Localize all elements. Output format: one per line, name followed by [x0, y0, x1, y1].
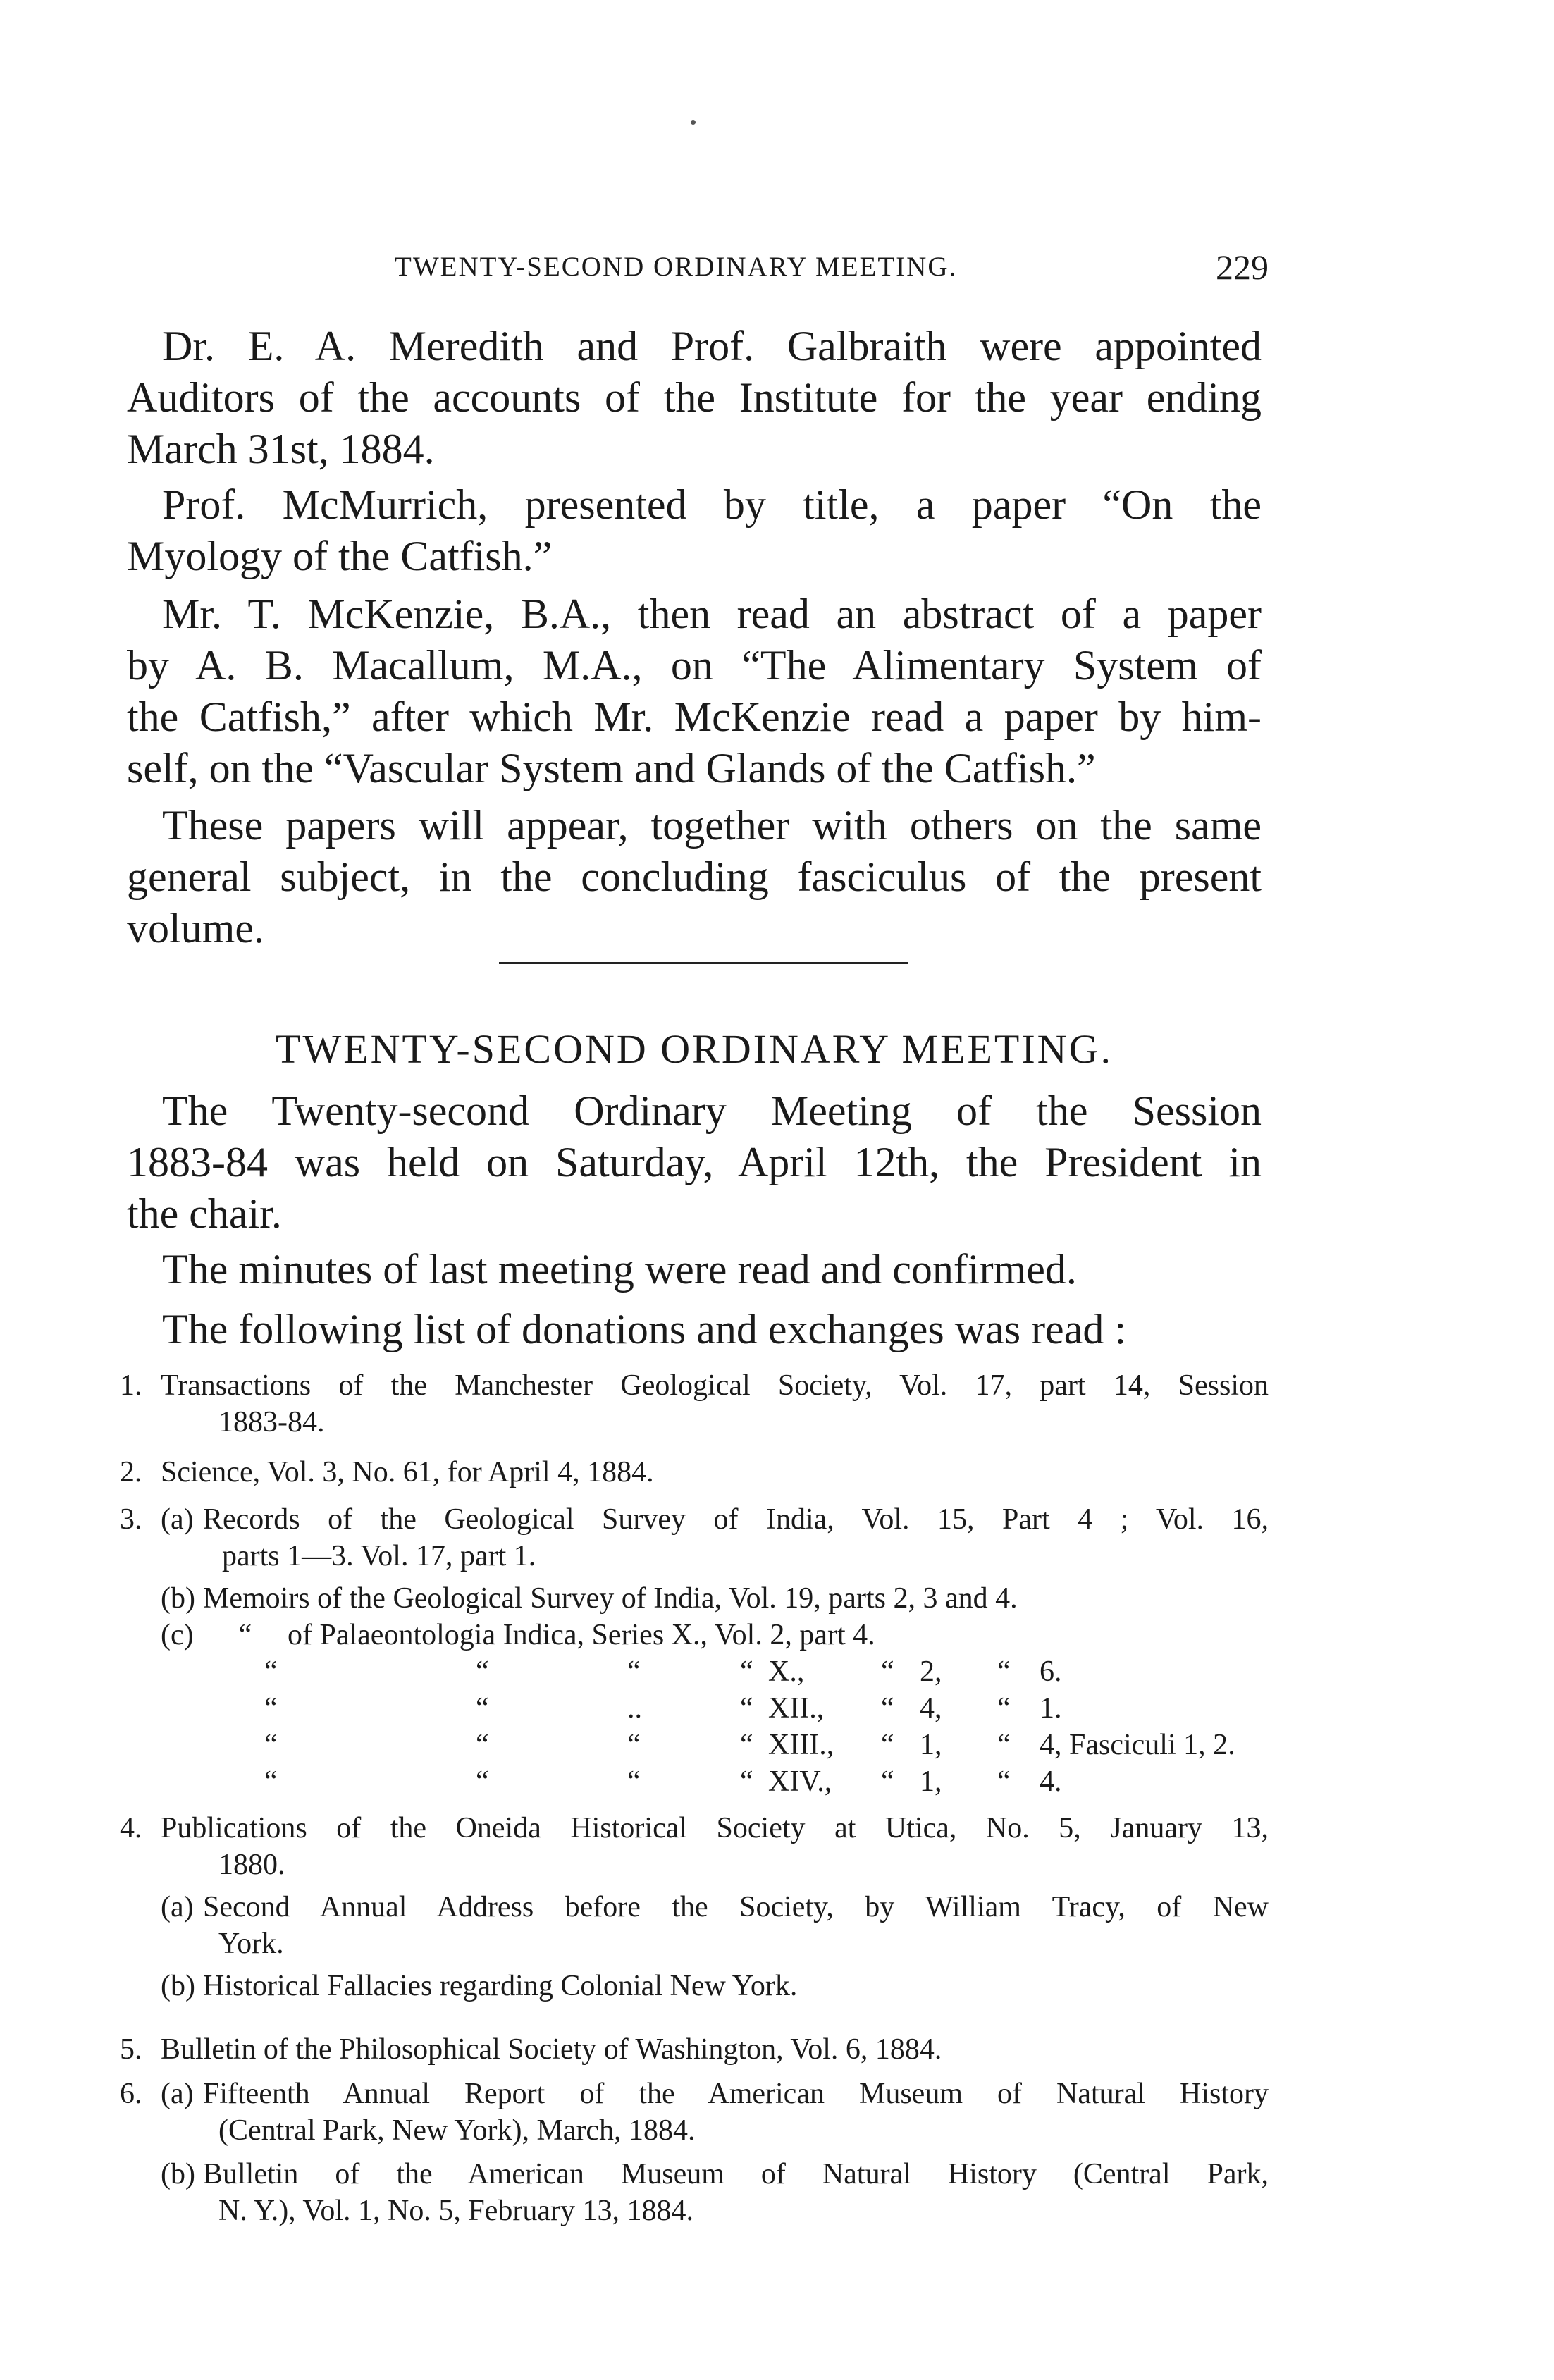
- ditto-row: [120, 1653, 1269, 1690]
- item-text: Second Annual Address before the Society, by William Tracy, of New: [203, 1891, 1269, 1923]
- item-number: 3.: [120, 1503, 142, 1536]
- text-line: by A. B. Macallum, M.A., on “The Alimentary System of: [127, 642, 1262, 689]
- text-line: the chair.: [127, 1190, 282, 1237]
- series-value: XIII.,: [768, 1729, 834, 1761]
- ditto-mark: “: [627, 1765, 641, 1798]
- ditto-mark: “: [740, 1765, 753, 1798]
- item-text: (Central Park, New York), March, 1884.: [218, 2114, 696, 2147]
- ditto-mark: “: [476, 1692, 489, 1725]
- ditto-mark: “: [740, 1655, 753, 1688]
- ditto-mark: “: [264, 1729, 278, 1761]
- item-number: 6.: [120, 2078, 142, 2110]
- ditto-mark: “: [997, 1765, 1011, 1798]
- ditto-mark: “: [740, 1692, 753, 1725]
- sub-label: (a): [161, 1503, 194, 1536]
- sub-label: (b): [161, 1970, 195, 2002]
- part-value: 4.: [1040, 1765, 1062, 1798]
- ditto-mark: “: [997, 1692, 1011, 1725]
- minutes-paragraph: [127, 1244, 1262, 1295]
- item-text: Science, Vol. 3, No. 61, for April 4, 1884.: [161, 1456, 654, 1488]
- item-text: York.: [218, 1928, 284, 1960]
- item-text: parts 1—3. Vol. 17, part 1.: [222, 1540, 536, 1572]
- item-text: of Palaeontologia Indica, Series X., Vol. 2, part 4.: [288, 1619, 875, 1651]
- text-line: Auditors of the accounts of the Institute for the year ending: [127, 374, 1262, 421]
- ditto-row: [120, 1763, 1269, 1800]
- ditto-mark: ..: [627, 1692, 642, 1725]
- running-title: TWENTY-SECOND ORDINARY MEETING.: [395, 252, 958, 282]
- item-number: 1.: [120, 1369, 142, 1402]
- mcmurrich-paragraph: [127, 479, 1262, 582]
- volume-value: 2,: [920, 1655, 942, 1688]
- ditto-mark: “: [881, 1655, 894, 1688]
- text-line: The minutes of last meeting were read and confirmed.: [162, 1246, 1077, 1293]
- mckenzie-paragraph: [127, 588, 1262, 794]
- ditto-mark: “: [238, 1619, 252, 1651]
- ditto-mark: “: [476, 1729, 489, 1761]
- donation-item-3: [120, 1501, 1269, 1800]
- text-line: Myology of the Catfish.”: [127, 533, 553, 579]
- ditto-mark: “: [264, 1692, 278, 1725]
- volume-value: 1,: [920, 1765, 942, 1798]
- text-line: volume.: [127, 905, 264, 951]
- item-text: Historical Fallacies regarding Colonial New York.: [203, 1970, 798, 2002]
- sub-label: (a): [161, 2078, 194, 2110]
- item-text: Bulletin of the American Museum of Natural History (Central Park,: [203, 2158, 1269, 2190]
- item-text: Records of the Geological Survey of India, Vol. 15, Part 4 ; Vol. 16,: [203, 1503, 1269, 1536]
- ditto-mark: “: [881, 1765, 894, 1798]
- donation-item-6: [120, 2076, 1269, 2229]
- volume-value: 1,: [920, 1729, 942, 1761]
- papers-paragraph: [127, 800, 1262, 954]
- auditors-paragraph: [127, 321, 1262, 475]
- text-line: 1883-84 was held on Saturday, April 12th, the President in: [127, 1139, 1262, 1185]
- ditto-mark: “: [264, 1655, 278, 1688]
- section-title: TWENTY-SECOND ORDINARY MEETING.: [276, 1026, 1113, 1072]
- text-line: These papers will appear, together with others on the same: [162, 802, 1262, 849]
- item-text: 1883-84.: [218, 1406, 325, 1438]
- ditto-mark: “: [881, 1729, 894, 1761]
- ditto-mark: “: [627, 1655, 641, 1688]
- part-value: 1.: [1040, 1692, 1062, 1725]
- ditto-mark: “: [997, 1655, 1011, 1688]
- ditto-row: [120, 1690, 1269, 1727]
- part-value: 4, Fasciculi 1, 2.: [1040, 1729, 1235, 1761]
- ditto-row: [120, 1727, 1269, 1763]
- ditto-mark: “: [740, 1729, 753, 1761]
- item-number: 2.: [120, 1456, 142, 1488]
- ditto-mark: “: [476, 1655, 489, 1688]
- text-line: The Twenty-second Ordinary Meeting of the Session: [162, 1087, 1262, 1134]
- ditto-mark: “: [881, 1692, 894, 1725]
- ditto-mark: “: [476, 1765, 489, 1798]
- sub-label: (b): [161, 2158, 195, 2190]
- item-number: 4.: [120, 1812, 142, 1844]
- series-value: XII.,: [768, 1692, 825, 1725]
- text-line: Mr. T. McKenzie, B.A., then read an abstract of a paper: [162, 591, 1262, 637]
- donation-item-1: [120, 1367, 1269, 1441]
- ditto-table: [120, 1653, 1269, 1800]
- item-text: N. Y.), Vol. 1, No. 5, February 13, 1884.: [218, 2195, 693, 2227]
- donations-intro: [127, 1304, 1262, 1355]
- running-head: [395, 247, 1269, 289]
- text-line: general subject, in the concluding fasciculus of the present: [127, 853, 1262, 900]
- item-text: Transactions of the Manchester Geological Society, Vol. 17, part 14, Session: [161, 1369, 1269, 1402]
- donation-item-5: [120, 2031, 1269, 2068]
- section-divider: [499, 962, 908, 964]
- item-text: Bulletin of the Philosophical Society of Washington, Vol. 6, 1884.: [161, 2033, 942, 2066]
- item-text: Fifteenth Annual Report of the American Museum of Natural History: [203, 2078, 1269, 2110]
- text-line: self, on the “Vascular System and Glands of the Catfish.”: [127, 745, 1096, 791]
- sub-label: (b): [161, 1582, 195, 1615]
- series-value: XIV.,: [768, 1765, 832, 1798]
- meeting-paragraph: [127, 1085, 1262, 1240]
- text-line: Dr. E. A. Meredith and Prof. Galbraith were appointed: [162, 323, 1262, 369]
- ink-speck: [691, 120, 696, 125]
- donation-item-2: [120, 1454, 1269, 1491]
- donation-item-4: [120, 1810, 1269, 2004]
- item-text: Memoirs of the Geological Survey of India, Vol. 19, parts 2, 3 and 4.: [203, 1582, 1018, 1615]
- item-number: 5.: [120, 2033, 142, 2066]
- text-line: The following list of donations and exchanges was read :: [162, 1306, 1126, 1352]
- ditto-mark: “: [997, 1729, 1011, 1761]
- text-line: the Catfish,” after which Mr. McKenzie read a paper by him-: [127, 693, 1262, 740]
- item-text: Publications of the Oneida Historical Society at Utica, No. 5, January 13,: [161, 1812, 1269, 1844]
- ditto-mark: “: [264, 1765, 278, 1798]
- volume-value: 4,: [920, 1692, 942, 1725]
- text-line: Prof. McMurrich, presented by title, a paper “On the: [162, 481, 1262, 528]
- item-text: 1880.: [218, 1849, 285, 1881]
- sub-label: (c): [161, 1619, 194, 1651]
- part-value: 6.: [1040, 1655, 1062, 1688]
- ditto-mark: “: [627, 1729, 641, 1761]
- page-number: 229: [1216, 247, 1269, 287]
- series-value: X.,: [768, 1655, 805, 1688]
- sub-label: (a): [161, 1891, 194, 1923]
- text-line: March 31st, 1884.: [127, 426, 435, 472]
